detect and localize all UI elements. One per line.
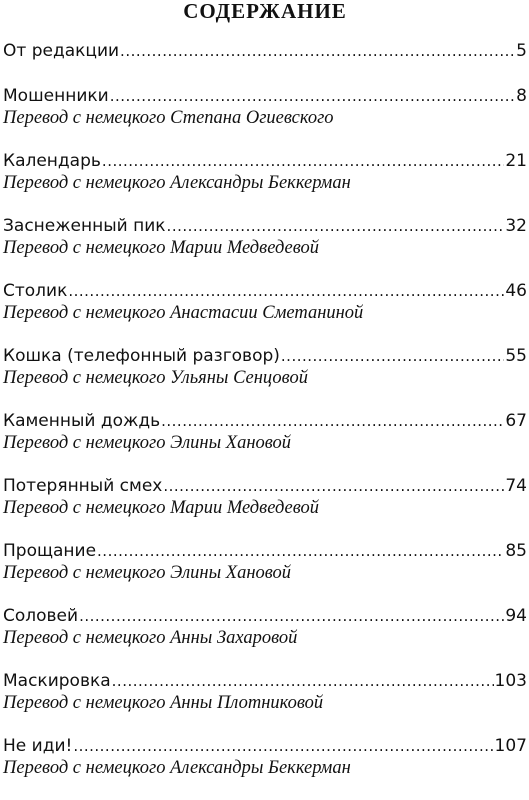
- page-number: 85: [505, 541, 527, 561]
- toc-entry: [3, 215, 527, 280]
- dot-leader: [281, 345, 504, 367]
- translator-credit: Перевод с немецкого Анны Захаровой: [3, 628, 298, 648]
- toc-entry: [3, 540, 527, 605]
- toc-entry: [3, 605, 527, 670]
- entry-title: Каменный дождь: [3, 411, 161, 431]
- toc-line: [3, 280, 527, 302]
- dot-leader: [112, 670, 494, 692]
- toc-line: [3, 345, 527, 367]
- toc-line: [3, 540, 527, 562]
- translator-credit: Перевод с немецкого Анастасии Сметаниной: [3, 303, 364, 323]
- translator-credit: Перевод с немецкого Анны Плотниковой: [3, 693, 324, 713]
- page-number: 5: [516, 41, 527, 61]
- dot-leader: [102, 150, 504, 172]
- toc-line: [3, 670, 527, 692]
- page-number: 103: [494, 671, 527, 691]
- toc-line: [3, 85, 527, 107]
- entry-title: Потерянный смех: [3, 476, 163, 496]
- page-number: 46: [505, 281, 527, 301]
- entry-title: Не иди!: [3, 736, 73, 756]
- dot-leader: [110, 85, 515, 107]
- translator-credit: Перевод с немецкого Ульяны Сенцовой: [3, 368, 308, 388]
- toc-line: [3, 410, 527, 432]
- page-number: 94: [505, 606, 527, 626]
- translator-credit: Перевод с немецкого Степана Огиевского: [3, 108, 334, 128]
- dot-leader: [73, 735, 493, 757]
- toc-line: [3, 150, 527, 172]
- translator-credit: Перевод с немецкого Марии Медведевой: [3, 498, 320, 518]
- toc-entry: [3, 150, 527, 215]
- entry-title: Календарь: [3, 151, 101, 171]
- toc-entry: [3, 85, 527, 150]
- dot-leader: [161, 410, 504, 432]
- toc-entry: [3, 40, 527, 85]
- toc-line: [3, 605, 527, 627]
- entry-title: Маскировка: [3, 671, 111, 691]
- entry-title: От редакции: [3, 41, 120, 61]
- toc-heading: СОДЕРЖАНИЕ: [183, 0, 347, 23]
- translator-credit: Перевод с немецкого Марии Медведевой: [3, 238, 320, 258]
- page-number: 8: [516, 86, 527, 106]
- entry-title: Прощание: [3, 541, 97, 561]
- entry-title: Заснеженный пик: [3, 216, 166, 236]
- entry-title: Столик: [3, 281, 68, 301]
- translator-credit: Перевод с немецкого Элины Хановой: [3, 563, 292, 583]
- page-number: 21: [505, 151, 527, 171]
- toc-entry: [3, 410, 527, 475]
- toc-line: [3, 475, 527, 497]
- dot-leader: [120, 40, 515, 62]
- page-number: 55: [505, 346, 527, 366]
- dot-leader: [79, 605, 504, 627]
- page-number: 32: [505, 216, 527, 236]
- toc-line: [3, 215, 527, 237]
- dot-leader: [163, 475, 504, 497]
- entry-title: Мошенники: [3, 86, 109, 106]
- toc-entry: [3, 345, 527, 410]
- toc-line: [3, 40, 527, 62]
- toc-entry: [3, 475, 527, 540]
- translator-credit: Перевод с немецкого Элины Хановой: [3, 433, 292, 453]
- toc-entry: [3, 735, 527, 800]
- dot-leader: [97, 540, 504, 562]
- entry-title: Кошка (телефонный разговор): [3, 346, 280, 366]
- translator-credit: Перевод с немецкого Александры Беккерман: [3, 758, 351, 778]
- translator-credit: Перевод с немецкого Александры Беккерман: [3, 173, 351, 193]
- toc-entry: [3, 670, 527, 735]
- toc-entry: [3, 280, 527, 345]
- page-number: 67: [505, 411, 527, 431]
- page-number: 107: [494, 736, 527, 756]
- dot-leader: [68, 280, 504, 302]
- page-number: 74: [505, 476, 527, 496]
- entry-title: Соловей: [3, 606, 79, 626]
- toc-line: [3, 735, 527, 757]
- dot-leader: [167, 215, 505, 237]
